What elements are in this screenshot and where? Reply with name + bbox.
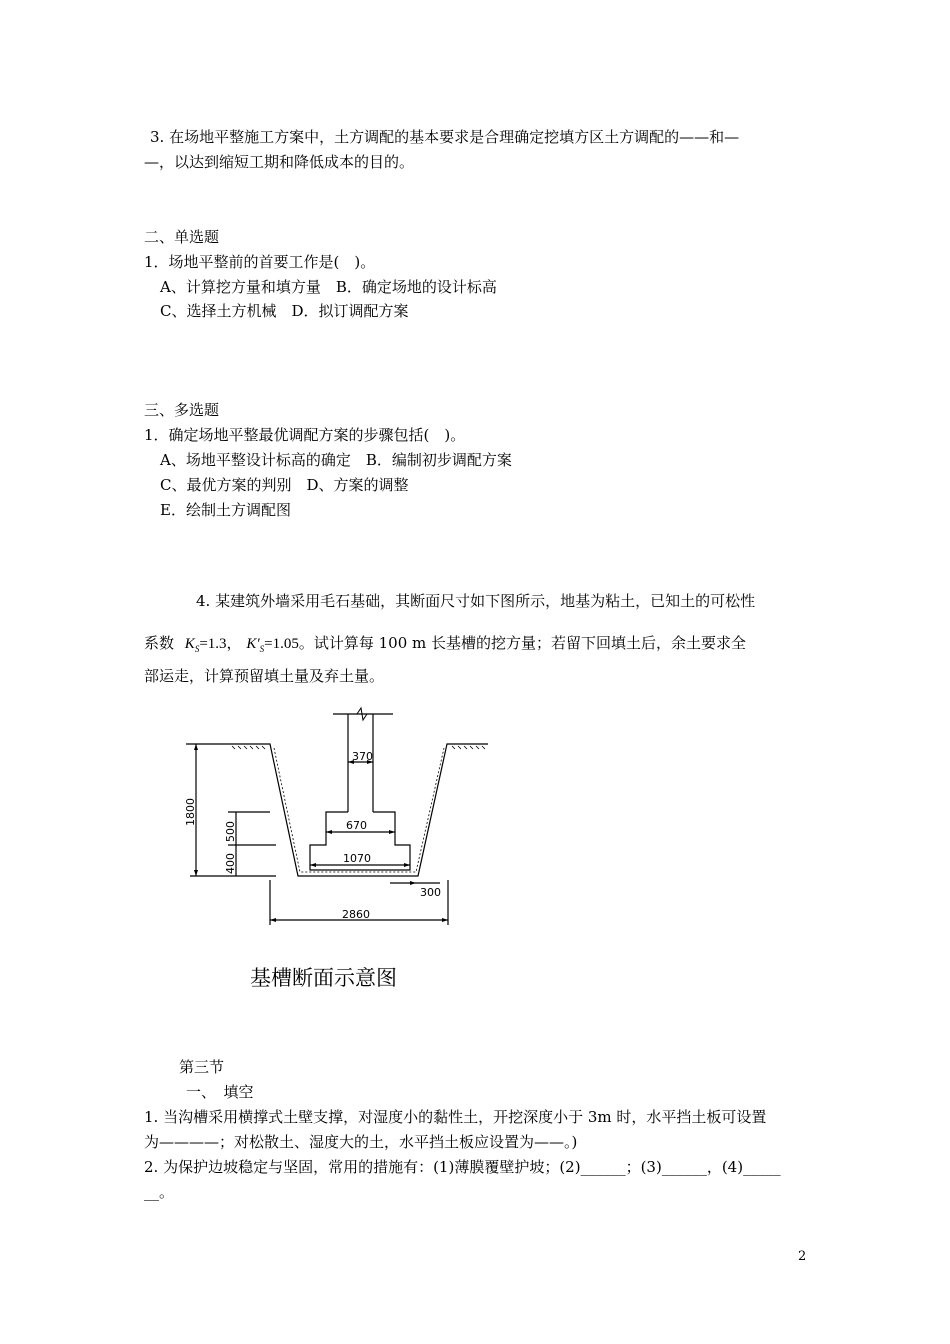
ks-symbol: $K_S$ — [184, 636, 200, 654]
diagram-caption: 基槽断面示意图 — [250, 966, 397, 990]
problem4-line-2-suffix: 。试计算每 100 m 长基槽的挖方量；若留下回填土后，余土要求全 — [298, 634, 747, 652]
dim-1070-label: 1070 — [343, 852, 371, 865]
dim-500-label: 500 — [224, 821, 237, 842]
q3-line-2: —，以达到缩短工期和降低成本的目的。 — [144, 153, 415, 171]
section3-q2-line-1: 2. 为保护边坡稳定与坚固，常用的措施有：(1)薄膜覆壁护坡；(2)______；(3)______，(4)_____ — [144, 1158, 781, 1176]
dim-400-label: 400 — [224, 853, 237, 874]
section3-subtitle: 一、 填空 — [186, 1083, 254, 1101]
q3-line-1: 3. 在场地平整施工方案中，土方调配的基本要求是合理确定挖填方区土方调配的——和— — [150, 128, 740, 146]
multi-choice-options-2: C、最优方案的判别 D、方案的调整 — [160, 476, 409, 494]
single-choice-options-2: C、选择土方机械 D．拟订调配方案 — [160, 302, 409, 320]
section3-q1-line-2: 为————；对松散土、湿度大的土，水平挡土板应设置为——。) — [144, 1133, 578, 1151]
problem4-line-3: 部运走，计算预留填土量及弃土量。 — [144, 667, 385, 685]
single-choice-question: 1．场地平整前的首要工作是( )。 — [144, 253, 376, 271]
single-choice-heading: 二、单选题 — [144, 228, 220, 246]
page-number: 2 — [798, 1249, 807, 1264]
section3-q2-line-2: __。 — [144, 1183, 175, 1201]
problem4-line-1: 4. 某建筑外墙采用毛石基础，其断面尺寸如下图所示，地基为粘土，已知土的可松性 — [196, 592, 756, 610]
dim-300-label: 300 — [420, 886, 441, 899]
problem4-line-2 — [144, 632, 746, 660]
ks2-value: =1.05 — [264, 636, 299, 652]
ks2-symbol: $K'_S$ — [246, 636, 265, 654]
coefficient-separator: ， — [226, 634, 242, 652]
dim-2860-label: 2860 — [342, 908, 370, 921]
dim-370-label: 370 — [352, 750, 373, 763]
single-choice-options-1: A、计算挖方量和填方量 B．确定场地的设计标高 — [160, 278, 497, 296]
multi-choice-options-1: A、场地平整设计标高的确定 B．编制初步调配方案 — [160, 451, 512, 469]
coefficient-prefix: 系数 — [144, 634, 175, 652]
section3-title: 第三节 — [179, 1058, 225, 1076]
dim-1800-label: 1800 — [184, 798, 197, 826]
multi-choice-heading: 三、多选题 — [144, 401, 220, 419]
section3-q1-line-1: 1. 当沟槽采用横撑式土壁支撑，对湿度小的黏性土，开挖深度小于 3m 时，水平挡土板可设置 — [144, 1108, 767, 1126]
dim-670-label: 670 — [346, 819, 367, 832]
ks-value: =1.3 — [199, 636, 227, 652]
trench-section-diagram — [180, 700, 500, 1000]
dim-300-arrow — [410, 881, 416, 885]
multi-choice-options-3: E．绘制土方调配图 — [160, 501, 291, 519]
multi-choice-question: 1．确定场地平整最优调配方案的步骤包括( )。 — [144, 426, 466, 444]
